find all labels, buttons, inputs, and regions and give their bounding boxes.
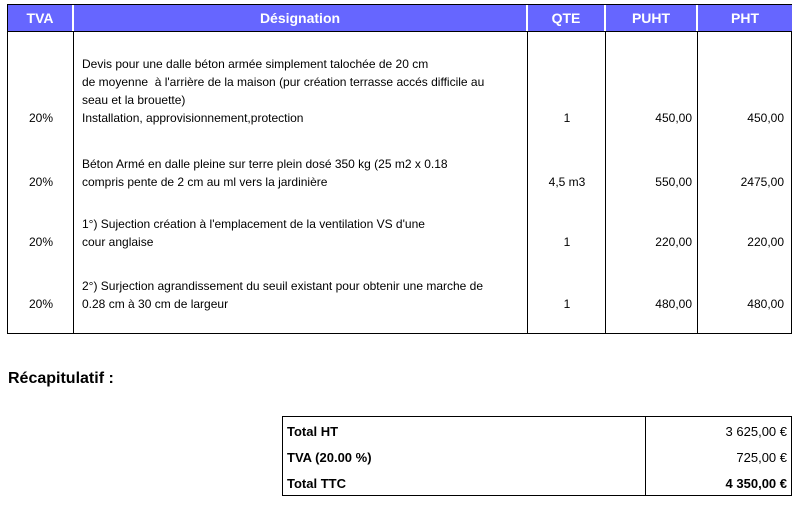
designation-line: Béton Armé en dalle pleine sur terre plein dosé 350 kg (25 m2 x 0.18: [82, 157, 448, 171]
row-pht: 480,00: [747, 297, 784, 311]
total-ttc-label: Total TTC: [287, 476, 346, 491]
designation-line: 2°) Surjection agrandissement du seuil existant pour obtenir une marche de: [82, 279, 484, 293]
row-tva: 20%: [28, 297, 54, 311]
header-puht: PUHT: [606, 5, 698, 31]
designation-line: 1°) Sujection création à l'emplacement de la ventilation VS d'une: [82, 217, 425, 231]
total-ht-label: Total HT: [287, 424, 339, 439]
totals-table: [282, 416, 792, 496]
row-pht: 450,00: [747, 111, 784, 125]
designation-line: Installation, approvisionnement,protection: [82, 111, 304, 125]
quote-table: [7, 4, 792, 334]
row-qte: 4,5 m3: [548, 175, 586, 189]
designation-line: cour anglaise: [82, 235, 154, 249]
total-ttc-value: 4 350,00 €: [725, 476, 787, 491]
row-tva: 20%: [28, 111, 54, 125]
header-pht: PHT: [698, 5, 792, 31]
designation-line: Devis pour une dalle béton armée simplement talochée de 20 cm: [82, 57, 429, 71]
row-puht: 550,00: [655, 175, 692, 189]
designation-line: seau et la brouette): [82, 93, 186, 107]
recap-title: Récapitulatif :: [8, 370, 114, 387]
tva-value: 725,00 €: [736, 450, 787, 465]
header-designation: Désignation: [74, 5, 528, 31]
row-tva: 20%: [28, 175, 54, 189]
header-tva: TVA: [8, 5, 74, 31]
row-puht: 480,00: [655, 297, 692, 311]
row-tva: 20%: [28, 235, 54, 249]
row-pht: 220,00: [747, 235, 784, 249]
header-qte: QTE: [528, 5, 606, 31]
row-puht: 450,00: [655, 111, 692, 125]
row-qte: 1: [563, 235, 571, 249]
row-qte: 1: [563, 297, 571, 311]
designation-line: de moyenne à l'arrière de la maison (pur création terrasse accés difficile au: [82, 75, 485, 89]
tva-label: TVA (20.00 %): [287, 450, 372, 465]
designation-line: 0.28 cm à 30 cm de largeur: [82, 297, 229, 311]
row-pht: 2475,00: [740, 175, 784, 189]
designation-line: compris pente de 2 cm au ml vers la jardinière: [82, 175, 328, 189]
row-qte: 1: [563, 111, 571, 125]
total-ht-value: 3 625,00 €: [725, 424, 787, 439]
row-puht: 220,00: [655, 235, 692, 249]
